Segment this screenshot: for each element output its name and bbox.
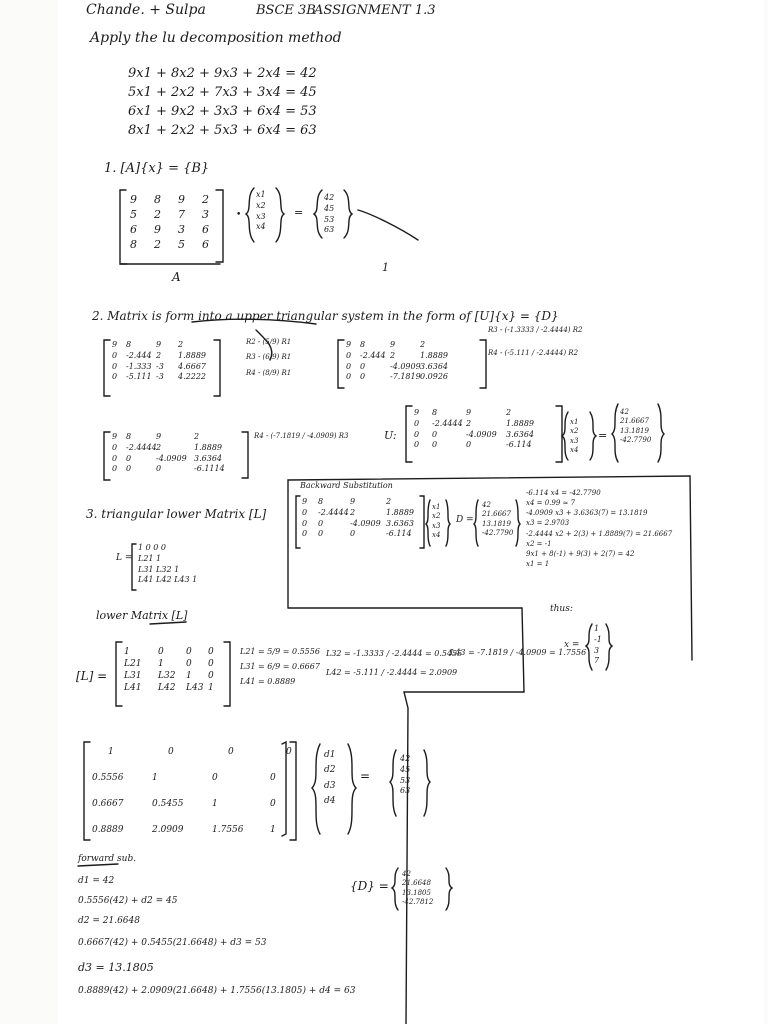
matrix-cell: 0 bbox=[112, 464, 118, 474]
vector-cell: x1 bbox=[570, 418, 579, 426]
matrix-row bbox=[130, 223, 222, 238]
matrix-cell: 8 bbox=[130, 237, 137, 251]
matrix-row bbox=[302, 508, 422, 519]
instruction-text: Apply the lu decomposition method bbox=[90, 30, 342, 46]
matrix-row bbox=[130, 238, 222, 253]
matrix-cell: 7 bbox=[178, 207, 185, 221]
vector-cell: d2 bbox=[324, 765, 336, 776]
matrix-cell: 0.5455 bbox=[152, 799, 184, 809]
matrix-cell: -2.444 bbox=[126, 350, 152, 360]
matrix-cell: 1 bbox=[124, 647, 130, 657]
matrix-cell: 0 bbox=[126, 453, 132, 463]
matrix-row bbox=[112, 454, 230, 465]
matrix-cell: 0 bbox=[466, 440, 472, 450]
work-line: x4 = 0.99 ≈ 7 bbox=[526, 499, 576, 508]
work-line: 9x1 + 8(-1) + 9(3) + 2(7) = 42 bbox=[526, 549, 635, 558]
matrix-row: L31 L32 1 bbox=[138, 564, 180, 574]
matrix-cell: 0 bbox=[158, 647, 164, 657]
matrix-step2-c bbox=[112, 432, 230, 475]
l-matrix-name: [L] = bbox=[76, 669, 108, 683]
vector-cell: 13.1805 bbox=[402, 888, 431, 897]
matrix-u bbox=[414, 408, 546, 451]
matrix-cell: 2 bbox=[420, 340, 426, 349]
vector-cell: 63 bbox=[400, 786, 411, 796]
matrix-cell: 1.8889 bbox=[386, 507, 414, 517]
matrix-cell: 2 bbox=[156, 350, 162, 360]
matrix-cell: 0 bbox=[432, 429, 438, 439]
vector-cell: 42 bbox=[402, 870, 411, 878]
matrix-cell: 3 bbox=[178, 222, 185, 236]
equals-sign: = bbox=[294, 206, 304, 219]
matrix-cell: 0 bbox=[432, 440, 438, 450]
l-calcs-col1 bbox=[240, 644, 320, 690]
forward-d-vector bbox=[324, 748, 336, 809]
matrix-cell: 0 bbox=[302, 529, 308, 539]
vector-cell: 21.6667 bbox=[482, 510, 511, 519]
matrix-row: 1 0 0 0 bbox=[138, 543, 166, 552]
matrix-cell: 1.8889 bbox=[194, 442, 222, 452]
matrix-cell: 9 bbox=[414, 408, 420, 417]
matrix-cell: 1 bbox=[186, 671, 192, 682]
backward-title: Backward Substitution bbox=[300, 481, 393, 490]
matrix-cell: 0 bbox=[286, 747, 292, 757]
matrix-cell: 4.2222 bbox=[178, 372, 206, 382]
matrix-cell: 0 bbox=[228, 747, 234, 757]
vector-cell: d1 bbox=[324, 750, 336, 760]
forward-step: d2 = 21.6648 bbox=[78, 916, 140, 926]
u-vector-d bbox=[620, 408, 651, 446]
backward-x bbox=[432, 503, 440, 541]
matrix-cell: 0 bbox=[302, 518, 308, 528]
vector-cell: d4 bbox=[324, 795, 336, 806]
matrix-cell: 5 bbox=[178, 237, 185, 251]
matrix-cell: 2 bbox=[466, 418, 472, 428]
vector-x bbox=[256, 190, 266, 233]
matrix-cell: L42 bbox=[158, 683, 176, 694]
matrix-cell: L31 bbox=[124, 671, 142, 682]
vector-cell: 45 bbox=[400, 764, 411, 774]
l-calcs-col2 bbox=[326, 644, 462, 682]
vector-cell: 21.6648 bbox=[402, 879, 431, 888]
matrix-cell: 0.0926 bbox=[420, 372, 448, 382]
matrix-cell: 0 bbox=[208, 659, 214, 670]
matrix-cell: 9 bbox=[350, 497, 356, 506]
step2-label: 2. Matrix is form into a upper triangular system in the form of [U]{x} = {D} bbox=[92, 309, 559, 323]
matrix-cell: 2 bbox=[156, 442, 162, 452]
matrix-row bbox=[112, 372, 212, 383]
matrix-cell: 0 bbox=[112, 442, 118, 452]
calc-line: L31 = 6/9 = 0.6667 bbox=[240, 662, 320, 672]
matrix-row bbox=[346, 372, 454, 383]
matrix-cell: 8 bbox=[318, 497, 324, 506]
equals-sign: = bbox=[598, 429, 608, 442]
matrix-cell: -6.114 bbox=[386, 529, 412, 539]
x-result-label: x = bbox=[564, 640, 580, 650]
matrix-cell: -4.0909 bbox=[390, 361, 421, 371]
vector-cell: 63 bbox=[324, 225, 335, 235]
l-general-label: L = bbox=[116, 553, 133, 563]
x-result-vector bbox=[594, 624, 602, 667]
matrix-row bbox=[124, 658, 228, 670]
matrix-cell: 6 bbox=[202, 222, 209, 236]
matrix-row bbox=[414, 419, 546, 430]
matrix-cell: 0 bbox=[318, 518, 324, 528]
matrix-cell: 1 bbox=[158, 659, 164, 670]
matrix-cell: 0 bbox=[302, 507, 308, 517]
matrix-row: L41 L42 L43 1 bbox=[138, 575, 198, 585]
equation-system bbox=[128, 66, 317, 142]
matrix-cell: L21 bbox=[124, 659, 142, 670]
matrix-row bbox=[302, 519, 422, 530]
matrix-cell: -1.333 bbox=[126, 361, 152, 371]
work-line: -2.4444 x2 + 2(3) + 1.8889(7) = 21.6667 bbox=[526, 529, 673, 538]
thus-label: thus: bbox=[550, 604, 573, 614]
matrix-a bbox=[130, 193, 222, 252]
matrix-cell: 9 bbox=[112, 432, 118, 441]
matrix-cell: L43 bbox=[186, 683, 204, 694]
forward-step: d3 = 13.1805 bbox=[78, 961, 154, 974]
matrix-cell: 9 bbox=[178, 193, 185, 206]
matrix-row bbox=[346, 351, 454, 362]
matrix-cell: 1 bbox=[270, 825, 276, 835]
matrix-cell: 1.8889 bbox=[506, 418, 534, 428]
vector-cell: x2 bbox=[256, 200, 266, 210]
matrix-row bbox=[346, 340, 454, 351]
matrix-cell: 0 bbox=[346, 372, 352, 382]
vector-cell: 53 bbox=[400, 775, 411, 785]
vector-cell: x4 bbox=[570, 446, 579, 455]
matrix-cell: 0 bbox=[212, 773, 218, 783]
matrix-step2-a bbox=[112, 340, 212, 383]
forward-step: 0.5556(42) + d2 = 45 bbox=[78, 896, 178, 906]
vector-cell: x1 bbox=[256, 190, 266, 199]
vector-cell: 45 bbox=[324, 203, 335, 213]
matrix-cell: 1.7556 bbox=[212, 825, 244, 835]
d-vector-values bbox=[402, 870, 433, 908]
matrix-cell: 0.5556 bbox=[92, 773, 124, 783]
row-operation: R4 - (-5.111 / -2.4444) R2 bbox=[488, 349, 579, 358]
matrix-step2-b bbox=[346, 340, 454, 383]
matrix-cell: 9 bbox=[112, 340, 118, 349]
matrix-cell: L41 bbox=[124, 683, 142, 694]
matrix-cell: 0 bbox=[346, 361, 352, 371]
matrix-cell: -7.1819 bbox=[390, 372, 421, 382]
forward-matrix bbox=[92, 746, 306, 850]
row-operations-2 bbox=[488, 326, 582, 359]
matrix-row bbox=[302, 497, 422, 508]
matrix-cell: 3.6364 bbox=[420, 361, 448, 371]
backward-d bbox=[482, 501, 513, 539]
matrix-cell: 0 bbox=[186, 647, 192, 657]
lower-matrix-label: lower Matrix [L] bbox=[96, 609, 188, 622]
calc-line: L32 = -1.3333 / -2.4444 = 0.5455 bbox=[326, 649, 463, 658]
matrix-row: L21 1 bbox=[138, 553, 162, 563]
matrix-cell: 0 bbox=[156, 464, 162, 474]
vector-cell: -42.7790 bbox=[620, 436, 652, 445]
calc-line: L41 = 0.8889 bbox=[240, 677, 296, 687]
matrix-cell: 0.8889 bbox=[92, 825, 124, 835]
vector-cell: x4 bbox=[432, 531, 441, 540]
matrix-cell: 0 bbox=[186, 659, 192, 670]
matrix-cell: 2 bbox=[202, 193, 209, 206]
matrix-cell: 0.6667 bbox=[92, 799, 124, 809]
matrix-cell: 0 bbox=[112, 361, 118, 371]
matrix-cell: 1 bbox=[152, 773, 158, 783]
matrix-cell: 8 bbox=[360, 340, 366, 349]
forward-step: 0.8889(42) + 2.0909(21.6648) + 1.7556(13.1805) + d4 = 63 bbox=[78, 986, 356, 996]
matrix-cell: 9 bbox=[130, 193, 137, 206]
matrix-cell: 9 bbox=[302, 497, 308, 506]
matrix-cell: 0 bbox=[360, 372, 366, 382]
matrix-cell: 2 bbox=[194, 432, 200, 441]
matrix-cell: 0 bbox=[112, 350, 118, 360]
matrix-row bbox=[92, 798, 306, 824]
vector-cell: 3 bbox=[594, 645, 600, 655]
vector-cell: 42 bbox=[324, 193, 335, 202]
matrix-cell: 9 bbox=[154, 222, 161, 236]
vector-cell: x3 bbox=[570, 436, 579, 445]
matrix-cell: 2 bbox=[350, 507, 356, 517]
assignment-title: ASSIGNMENT 1.3 bbox=[314, 3, 436, 18]
matrix-row bbox=[112, 443, 230, 454]
vector-b bbox=[324, 193, 334, 236]
matrix-cell: -6.114 bbox=[506, 440, 532, 450]
equation-line: 6x1 + 9x2 + 3x3 + 6x4 = 53 bbox=[128, 104, 317, 119]
matrix-cell: 9 bbox=[390, 340, 396, 349]
matrix-row bbox=[414, 408, 546, 419]
matrix-cell: 1 bbox=[208, 683, 214, 694]
matrix-cell: 0 bbox=[414, 418, 420, 428]
matrix-cell: 2 bbox=[390, 350, 396, 360]
matrix-cell: 3.6363 bbox=[386, 518, 414, 528]
matrix-cell: 0 bbox=[208, 671, 214, 682]
vector-cell: x4 bbox=[256, 222, 266, 232]
matrix-row bbox=[124, 670, 228, 682]
matrix-cell: 2 bbox=[154, 207, 161, 221]
matrix-a-label: A bbox=[172, 270, 181, 284]
l43-calc: L43 = -7.1819 / -4.0909 = 1.7556 bbox=[450, 648, 587, 657]
backward-d-label: D = bbox=[456, 515, 474, 525]
matrix-cell: 2.0909 bbox=[152, 825, 184, 835]
matrix-cell: L32 bbox=[158, 671, 176, 682]
matrix-row bbox=[302, 529, 422, 540]
matrix-cell: 3.6364 bbox=[194, 453, 222, 463]
row-operation: R2 - (5/9) R1 bbox=[246, 338, 292, 346]
work-line: x3 = 2.9703 bbox=[526, 519, 570, 528]
vector-cell: 21.6667 bbox=[620, 417, 649, 426]
section-label: BSCE 3B bbox=[256, 3, 316, 18]
matrix-cell: 2 bbox=[386, 497, 392, 506]
matrix-cell: 0 bbox=[270, 773, 276, 783]
matrix-cell: 8 bbox=[126, 340, 132, 349]
matrix-cell: -3 bbox=[156, 361, 164, 371]
matrix-cell: 8 bbox=[126, 432, 132, 441]
matrix-cell: 5 bbox=[130, 207, 137, 221]
matrix-cell: 3.6364 bbox=[506, 429, 534, 439]
vector-cell: -42.7790 bbox=[482, 529, 514, 538]
matrix-cell: -4.0909 bbox=[350, 518, 381, 528]
vector-cell: 13.1819 bbox=[620, 426, 649, 435]
matrix-row bbox=[92, 824, 306, 850]
stray-mark: 1 bbox=[382, 261, 389, 274]
calc-line: L21 = 5/9 = 0.5556 bbox=[240, 647, 320, 656]
dot-operator: • bbox=[236, 210, 242, 220]
student-name: Chande. + Sulpa bbox=[86, 2, 206, 18]
matrix-cell: 0 bbox=[126, 464, 132, 474]
l-matrix bbox=[124, 646, 228, 695]
matrix-cell: -2.444 bbox=[360, 350, 386, 360]
backward-matrix bbox=[302, 497, 422, 540]
matrix-cell: -2.4444 bbox=[126, 442, 157, 452]
matrix-row bbox=[414, 430, 546, 441]
matrix-cell: 0 bbox=[360, 361, 366, 371]
matrix-row bbox=[414, 440, 546, 451]
matrix-cell: 1.8889 bbox=[420, 350, 448, 360]
row-operation: R3 - (6/9) R1 bbox=[246, 353, 292, 362]
matrix-cell: 2 bbox=[178, 340, 184, 349]
vector-cell: 13.1819 bbox=[482, 519, 511, 528]
vector-cell: x3 bbox=[432, 521, 441, 530]
matrix-row bbox=[112, 351, 212, 362]
forward-step: 0.6667(42) + 0.5455(21.6648) + d3 = 53 bbox=[78, 938, 267, 948]
matrix-cell: 2 bbox=[154, 237, 161, 251]
matrix-cell: 0 bbox=[168, 747, 174, 757]
matrix-cell: 1 bbox=[212, 799, 218, 809]
vector-cell: 7 bbox=[594, 656, 600, 666]
vector-cell: 1 bbox=[594, 624, 600, 633]
forward-b-vector bbox=[400, 754, 410, 797]
matrix-cell: -6.1114 bbox=[194, 464, 225, 474]
step1-label: 1. [A]{x} = {B} bbox=[104, 161, 210, 176]
matrix-cell: 6 bbox=[202, 237, 209, 251]
matrix-cell: 0 bbox=[270, 799, 276, 809]
matrix-cell: 0 bbox=[318, 529, 324, 539]
matrix-cell: 0 bbox=[208, 647, 214, 657]
matrix-row bbox=[130, 208, 222, 223]
matrix-cell: -2.4444 bbox=[432, 418, 463, 428]
matrix-row bbox=[112, 340, 212, 351]
matrix-cell: -4.0909 bbox=[156, 453, 187, 463]
matrix-row bbox=[112, 362, 212, 373]
l-general-matrix bbox=[138, 543, 197, 586]
vector-cell: d3 bbox=[324, 780, 336, 791]
matrix-cell: 6 bbox=[130, 222, 137, 236]
work-line: x2 = -1 bbox=[526, 539, 552, 548]
vector-cell: -1 bbox=[594, 634, 602, 644]
matrix-cell: 9 bbox=[466, 408, 472, 417]
matrix-cell: -2.4444 bbox=[318, 507, 349, 517]
equation-line: 9x1 + 8x2 + 9x3 + 2x4 = 42 bbox=[128, 66, 317, 81]
matrix-cell: 0 bbox=[346, 350, 352, 360]
matrix-row bbox=[124, 682, 228, 694]
matrix-row bbox=[124, 646, 228, 658]
vector-cell: x2 bbox=[570, 427, 579, 436]
row-operation: R4 - (8/9) R1 bbox=[246, 368, 292, 377]
equation-line: 8x1 + 2x2 + 5x3 + 6x4 = 63 bbox=[128, 123, 317, 138]
work-line: -4.0909 x3 + 3.6363(7) = 13.1819 bbox=[526, 509, 648, 518]
d-vector-label: {D} = bbox=[350, 879, 389, 893]
row-operations-1 bbox=[246, 338, 291, 378]
work-line: x1 = 1 bbox=[526, 559, 550, 568]
equation-line: 5x1 + 2x2 + 7x3 + 3x4 = 45 bbox=[128, 85, 317, 100]
matrix-cell: -5.111 bbox=[126, 372, 152, 382]
matrix-cell: 0 bbox=[112, 372, 118, 382]
step3-label: 3. triangular lower Matrix [L] bbox=[86, 507, 267, 521]
matrix-cell: 1.8889 bbox=[178, 350, 206, 360]
vector-cell: 42 bbox=[620, 408, 629, 416]
matrix-cell: 8 bbox=[432, 408, 438, 417]
matrix-cell: 3 bbox=[202, 207, 209, 221]
matrix-cell: 0 bbox=[350, 529, 356, 539]
matrix-cell: 9 bbox=[156, 432, 162, 441]
vector-cell: x3 bbox=[256, 211, 266, 221]
matrix-row bbox=[130, 193, 222, 208]
matrix-cell: 2 bbox=[506, 408, 512, 417]
vector-cell: x1 bbox=[432, 503, 441, 511]
forward-title: forward sub. bbox=[78, 854, 137, 864]
work-line: -6.114 x4 = -42.7790 bbox=[526, 489, 601, 497]
matrix-row bbox=[346, 362, 454, 373]
u-label: U: bbox=[384, 429, 397, 442]
matrix-cell: 4.6667 bbox=[178, 361, 206, 371]
equals-sign: = bbox=[360, 769, 371, 783]
vector-cell: 42 bbox=[482, 501, 491, 509]
vector-cell: 42 bbox=[400, 754, 411, 763]
vector-cell: 53 bbox=[324, 214, 335, 224]
matrix-cell: 1 bbox=[108, 747, 114, 757]
matrix-cell: -3 bbox=[156, 372, 164, 382]
matrix-cell: 0 bbox=[112, 453, 118, 463]
row-operation: R3 - (-1.3333 / -2.4444) R2 bbox=[488, 326, 583, 334]
matrix-row bbox=[92, 772, 306, 798]
matrix-cell: 0 bbox=[414, 429, 420, 439]
matrix-row bbox=[112, 464, 230, 475]
vector-cell: -42.7812 bbox=[402, 898, 434, 907]
matrix-cell: 9 bbox=[156, 340, 162, 349]
u-vector-x bbox=[570, 418, 578, 456]
matrix-row bbox=[112, 432, 230, 443]
matrix-row bbox=[92, 746, 306, 772]
matrix-cell: -4.0909 bbox=[466, 429, 497, 439]
vector-cell: x2 bbox=[432, 512, 441, 521]
row-operation-3: R4 - (-7.1819 / -4.0909) R3 bbox=[254, 432, 349, 440]
matrix-cell: 9 bbox=[346, 340, 352, 349]
matrix-cell: 8 bbox=[154, 193, 161, 206]
matrix-cell: 0 bbox=[414, 440, 420, 450]
backward-work bbox=[526, 488, 672, 569]
calc-line: L42 = -5.111 / -2.4444 = 2.0909 bbox=[326, 668, 458, 678]
forward-step: d1 = 42 bbox=[78, 876, 115, 886]
